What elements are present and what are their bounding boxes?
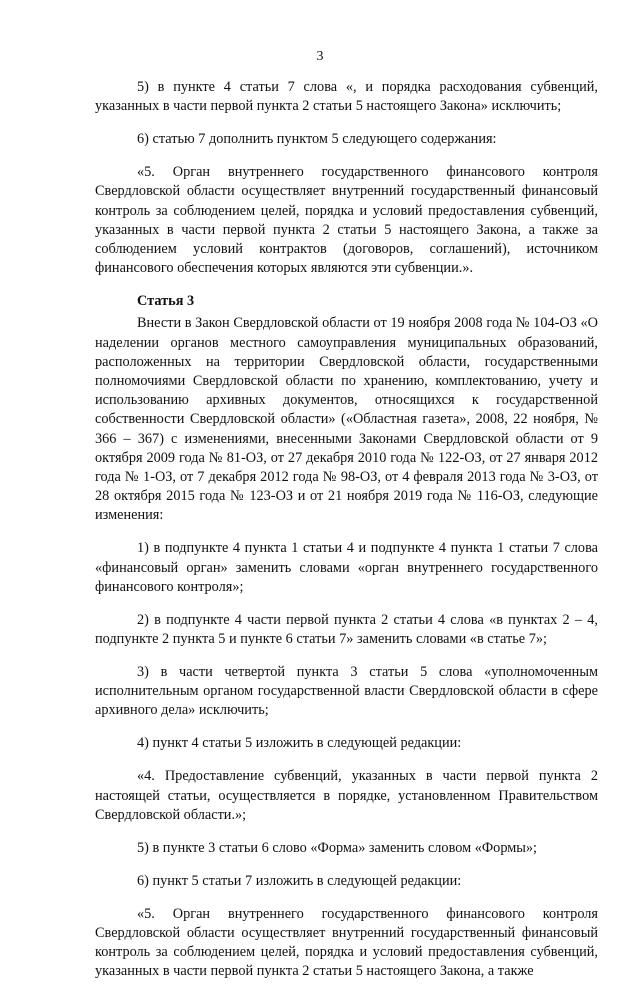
quoted-point-4: «4. Предоставление субвенций, указанных в части первой пункта 2 настоящей статьи, осуществляется в порядке, установленном Правительством Свердловской области.»;: [95, 768, 598, 823]
paragraph-item-6: 6) статью 7 дополнить пунктом 5 следующего содержания:: [137, 131, 497, 148]
change-item-4: 4) пункт 4 статьи 5 изложить в следующей редакции:: [137, 735, 462, 752]
change-item-1: 1) в подпункте 4 пункта 1 статьи 4 и подпункте 4 пункта 1 статьи 7 слова «финансовый орган» заменить словами «орган внутреннего государственного финансового контроля»;: [95, 540, 598, 595]
article-3-intro: Внести в Закон Свердловской области от 19 ноября 2008 года № 104-ОЗ «О наделении органов местного самоуправления муниципальных образований, расположенных на территории Свердловской области, государственными полномочиями Свердловской области по хранению, комплектованию, учету и использованию архивных документов, относящихся к государственной собственности Свердловской области» («Областная газета», 2008, 22 ноября, № 366 – 367) с изменениями, внесенными Законами Свердловской области от 9 октября 2009 года № 81-ОЗ, от 27 декабря 2010 года № 122-ОЗ, от 27 января 2012 года № 1-ОЗ, от 7 декабря 2012 года № 98-ОЗ, от 4 февраля 2013 года № 3-ОЗ, от 28 октября 2015 года № 123-ОЗ и от 21 ноября 2019 года № 116-ОЗ, следующие изменения:: [95, 315, 598, 524]
quoted-point-5: «5. Орган внутреннего государственного финансового контроля Свердловской области осуществляет внутренний государственный финансовый контроль за соблюдением целей, порядка и условий предоставления субвенций, указанных в части первой пункта 2 статьи 5 настоящего Закона, а также за соблюдением условий контрактов (договоров, соглашений), источником финансового обеспечения которых являются эти субвенции.».: [95, 164, 598, 277]
change-item-5: 5) в пункте 3 статьи 6 слово «Форма» заменить словом «Формы»;: [137, 839, 538, 856]
quoted-point-5-continued: «5. Орган внутреннего государственного финансового контроля Свердловской области осуществляет внутренний государственный финансовый контроль за соблюдением целей, порядка и условий предоставления субвенций, указанных в части первой пункта 2 статьи 5 настоящего Закона, а также: [95, 905, 598, 980]
page-number: 3: [316, 49, 324, 64]
paragraph-item-5: 5) в пункте 4 статьи 7 слова «, и порядка расходования субвенций, указанных в части первой пункта 2 статьи 5 настоящего Закона» исключить;: [95, 79, 598, 115]
change-item-6: 6) пункт 5 статьи 7 изложить в следующей редакции:: [137, 872, 462, 889]
change-item-3: 3) в части четвертой пункта 3 статьи 5 слова «уполномоченным исполнительным органом государственной власти Свердловской области в сфере архивного дела» исключить;: [95, 664, 598, 719]
document-body: [95, 78, 598, 995]
change-item-2: 2) в подпункте 4 части первой пункта 2 статьи 4 слова «в пунктах 2 – 4, подпункте 2 пункта 5 и пункте 6 статьи 7» заменить словами «в статье 7»;: [95, 611, 598, 648]
article-3-heading: Статья 3: [137, 293, 195, 310]
